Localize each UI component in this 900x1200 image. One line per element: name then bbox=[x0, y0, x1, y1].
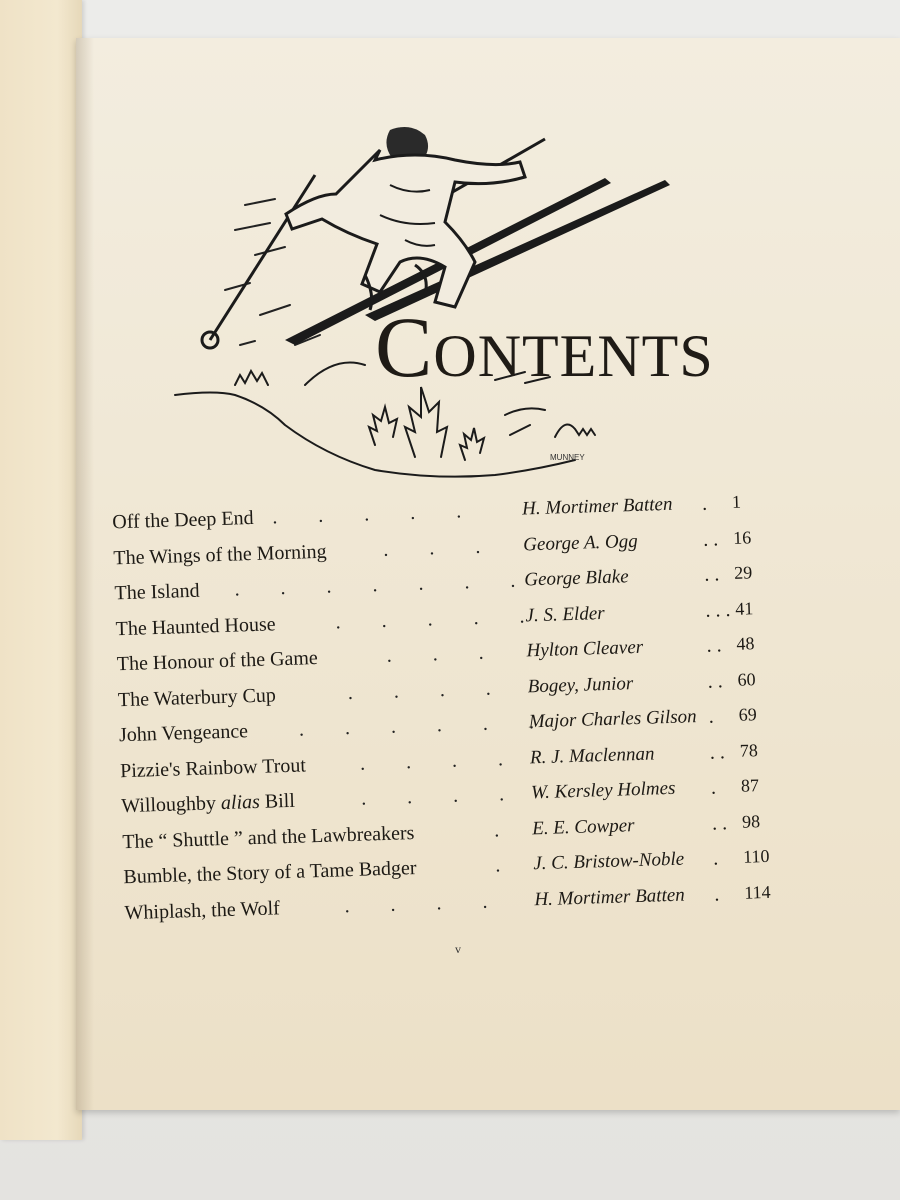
entry-author: H. Mortimer Batten bbox=[534, 884, 686, 910]
entry-page-number: 69 bbox=[738, 704, 757, 725]
dot-leader: . bbox=[701, 492, 708, 515]
dot-leader: . bbox=[713, 882, 720, 906]
entry-title: The Honour of the Game bbox=[116, 646, 319, 676]
entry-title: The Waterbury Cup bbox=[117, 683, 277, 711]
dot-leader: . . . . . bbox=[335, 604, 543, 633]
entry-page-number: 48 bbox=[736, 633, 755, 654]
entry-title: Bumble, the Story of a Tame Badger bbox=[123, 856, 417, 889]
entry-author: E. E. Cowper bbox=[531, 814, 635, 839]
entry-title: Off the Deep End bbox=[111, 506, 254, 534]
entry-title: Pizzie's Rainbow Trout bbox=[119, 753, 307, 782]
dot-leader: . . . . bbox=[347, 676, 510, 704]
page-folio: v bbox=[455, 942, 461, 956]
entry-page-number: 110 bbox=[742, 845, 770, 867]
entry-page-number: 114 bbox=[743, 881, 771, 903]
entry-page-number: 16 bbox=[732, 526, 752, 548]
facing-page bbox=[0, 0, 82, 1140]
entry-author: H. Mortimer Batten bbox=[521, 493, 673, 520]
dot-leader: . bbox=[493, 818, 518, 842]
entry-title: The Island bbox=[114, 579, 200, 605]
dot-leader: . bbox=[708, 705, 715, 728]
entry-title: John Vengeance bbox=[118, 720, 249, 747]
entry-page-number: 60 bbox=[737, 668, 756, 690]
entry-title: The “ Shuttle ” and the Lawbreakers bbox=[122, 821, 415, 853]
entry-author: R. J. Maclennan bbox=[529, 742, 655, 768]
dot-leader: . . . . bbox=[344, 889, 506, 917]
entry-author: W. Kersley Holmes bbox=[530, 777, 676, 804]
skier-illustration bbox=[165, 115, 705, 485]
entry-title: Whiplash, the Wolf bbox=[124, 896, 281, 924]
dot-leader: . . bbox=[706, 634, 722, 657]
entry-author: Major Charles Gilson bbox=[528, 706, 697, 733]
entry-page-number: 29 bbox=[733, 562, 753, 583]
entry-page-number: 87 bbox=[740, 775, 760, 796]
dot-leader: . . . . bbox=[359, 747, 522, 775]
dot-leader: . . . . bbox=[360, 782, 523, 810]
dot-leader: . . bbox=[707, 669, 723, 693]
dot-leader: . . . bbox=[382, 534, 499, 561]
dot-leader: . bbox=[710, 776, 717, 799]
dot-leader: . . . bbox=[386, 641, 502, 667]
entry-title-part: Bill bbox=[259, 789, 296, 813]
contents-heading bbox=[375, 299, 714, 395]
dot-leader: . . bbox=[702, 527, 719, 551]
entry-author: Hylton Cleaver bbox=[526, 636, 644, 662]
dot-leader: . . . . . . . bbox=[234, 569, 534, 601]
dot-leader: . . . . . bbox=[271, 499, 480, 529]
table-of-contents bbox=[92, 489, 845, 938]
illustration-signature: MUNNEY bbox=[550, 453, 585, 462]
entry-author: J. S. Elder bbox=[525, 602, 605, 626]
entry-author: George Blake bbox=[524, 566, 629, 591]
dot-leader: . . bbox=[711, 811, 728, 835]
entry-author: J. C. Bristow-Noble bbox=[532, 848, 685, 875]
dot-leader: . . . bbox=[705, 598, 731, 622]
dot-leader: . . . . . . bbox=[298, 710, 553, 741]
entry-author: George A. Ogg bbox=[522, 530, 639, 555]
dot-leader: . bbox=[494, 853, 519, 877]
dot-leader: . . bbox=[709, 740, 726, 764]
entry-title: The Wings of the Morning bbox=[113, 540, 327, 569]
entry-title-part: Willoughby bbox=[120, 792, 222, 818]
contents-heading-rest: ONTENTS bbox=[433, 323, 714, 389]
entry-title-italic: alias bbox=[220, 790, 261, 815]
entry-author: Bogey, Junior bbox=[527, 672, 634, 697]
dot-leader: . bbox=[712, 847, 719, 870]
gutter-shadow bbox=[76, 38, 94, 1110]
contents-heading-initial: C bbox=[375, 299, 434, 395]
entry-page-number: 78 bbox=[739, 739, 759, 761]
entry-page-number: 1 bbox=[731, 491, 742, 512]
entry-title bbox=[121, 790, 295, 818]
entry-page-number: 41 bbox=[735, 597, 754, 619]
entry-title: The Haunted House bbox=[115, 612, 276, 640]
entry-page-number: 98 bbox=[741, 810, 761, 832]
dot-leader: . . bbox=[703, 563, 720, 586]
